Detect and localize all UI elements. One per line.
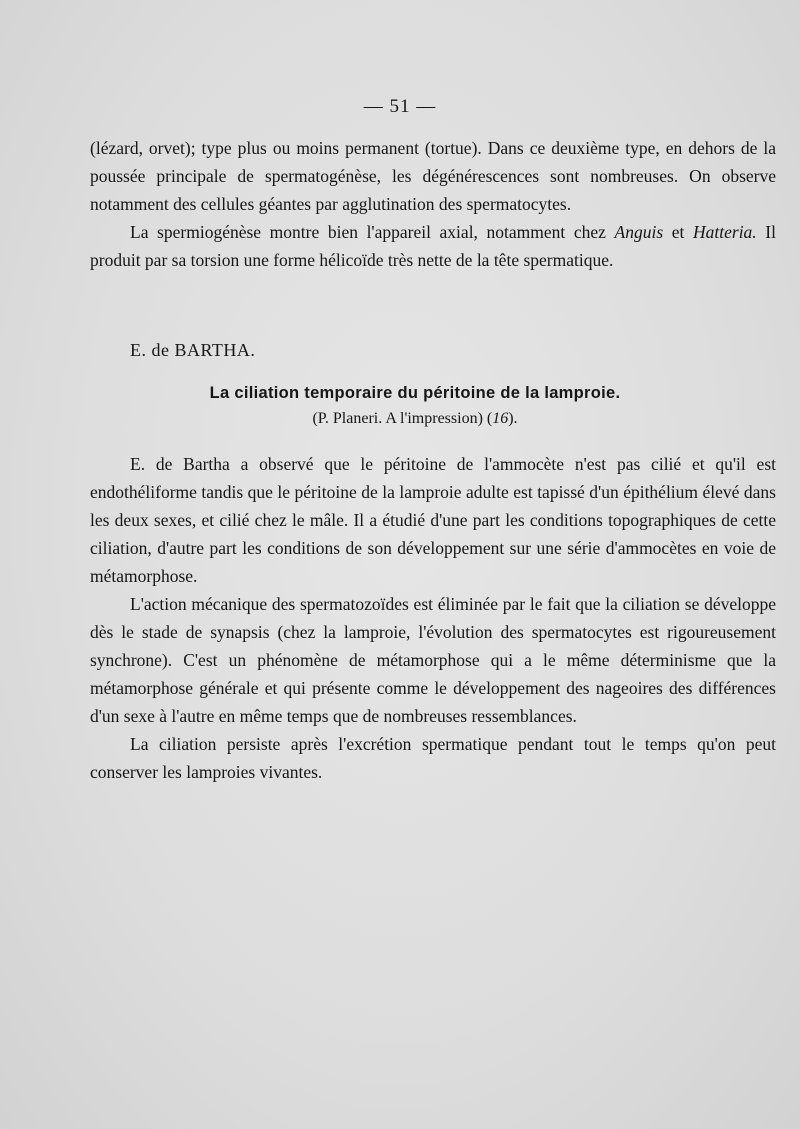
article-body — [90, 450, 776, 786]
page-number: — 51 — — [363, 96, 437, 117]
article-author: E. de BARTHA. — [130, 340, 256, 360]
intro-text — [90, 134, 776, 274]
article-title: La ciliation temporaire du péritoine de la lamproie. — [209, 384, 621, 402]
article-ref-number: 16 — [492, 410, 509, 427]
genus-anguis: Anguis — [614, 222, 664, 242]
article-paragraph: L'action mécanique des spermatozoïdes est éliminée par le fait que la ciliation se développe dès le stade de synapsis (chez la lamproie, l'évolution des spermatocytes est rigoureusement synchrone). C'est un phénomène de métamorphose qui a le même déterminisme que la métamorphose générale et qui présente comme le développement des nageoires des différences d'un sexe à l'autre en même temps que de nombreuses ressemblances. — [90, 594, 776, 726]
genus-hatteria: Hatteria. — [693, 222, 757, 242]
article-ref-suffix: ). — [508, 410, 518, 427]
intro-paragraph-2 — [90, 218, 776, 274]
intro-paragraph-1: (lézard, orvet); type plus ou moins permanent (tortue). Dans ce deuxième type, en dehors de la poussée principale de spermatogénèse, les dégénérescences sont nombreuses. On observe notamment des cellules géantes par agglutination des spermatocytes. — [90, 138, 776, 214]
article-reference — [0, 410, 800, 428]
article-paragraph: La ciliation persiste après l'excrétion spermatique pendant tout le temps qu'on peut conserver les lamproies vivantes. — [90, 734, 776, 782]
intro-paragraph-2-after: Il produit par sa torsion une forme hélicoïde très nette de la tête spermatique. — [90, 222, 776, 270]
article-paragraph: E. de Bartha a observé que le péritoine de l'ammocète n'est pas cilié et qu'il est endothéliforme tandis que le péritoine de la lamproie adulte est tapissé d'un épithélium élevé dans les deux sexes, et cilié chez le mâle. Il a étudié d'une part les conditions topographiques de cette ciliation, d'autre part les conditions de son développement sur une série d'ammocètes en voie de métamorphose. — [90, 454, 776, 586]
intro-paragraph-2-before: La spermiogénèse montre bien l'appareil axial, notamment chez — [130, 222, 615, 242]
intro-paragraph-2-et: et — [663, 222, 693, 242]
article-ref-prefix: (P. Planeri. A l'impression) ( — [312, 410, 493, 427]
